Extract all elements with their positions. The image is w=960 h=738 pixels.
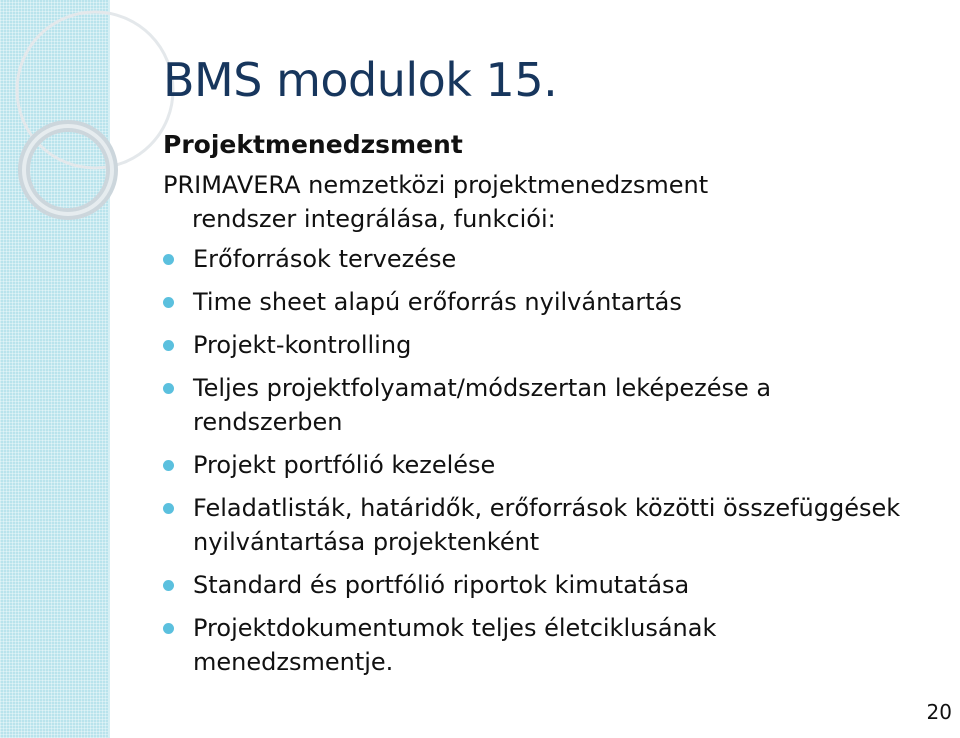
bullet-text: Teljes projektfolyamat/módszertan leképezése a rendszerben [193, 374, 772, 436]
page-number: 20 [926, 700, 952, 724]
bullet-dot-icon [163, 503, 174, 514]
bullet-item [163, 611, 923, 679]
bullet-item [163, 328, 923, 362]
slide-title: BMS modulok 15. [163, 53, 558, 107]
bullet-item [163, 448, 923, 482]
bullet-text: Standard és portfólió riportok kimutatása [193, 571, 690, 599]
bullet-list [163, 242, 923, 679]
bullet-dot-icon [163, 460, 174, 471]
intro-line-1: PRIMAVERA nemzetközi projektmenedzsment [163, 171, 709, 199]
bullet-dot-icon [163, 340, 174, 351]
bullet-text: Projekt portfólió kezelése [193, 451, 496, 479]
bullet-dot-icon [163, 297, 174, 308]
slide-content [163, 128, 923, 688]
bullet-text: Time sheet alapú erőforrás nyilvántartás [193, 288, 682, 316]
bullet-item [163, 371, 923, 439]
bullet-text: Projekt-kontrolling [193, 331, 412, 359]
intro-text [163, 168, 923, 236]
bullet-item [163, 568, 923, 602]
deco-circle-ring-highlight [24, 126, 112, 214]
bullet-item [163, 491, 923, 559]
section-heading: Projektmenedzsment [163, 130, 463, 159]
deco-circle-outer [17, 12, 173, 168]
bullet-dot-icon [163, 383, 174, 394]
bullet-text: Feladatlisták, határidők, erőforrások közötti összefüggések nyilvántartása projektenként [193, 494, 901, 556]
bullet-text: Projektdokumentumok teljes életciklusának menedzsmentje. [193, 614, 717, 676]
bullet-text: Erőforrások tervezése [193, 245, 457, 273]
bullet-item [163, 285, 923, 319]
bullet-item [163, 242, 923, 276]
bullet-dot-icon [163, 623, 174, 634]
bullet-dot-icon [163, 254, 174, 265]
intro-line-2: rendszer integrálása, funkciói: [192, 205, 556, 233]
bullet-dot-icon [163, 580, 174, 591]
